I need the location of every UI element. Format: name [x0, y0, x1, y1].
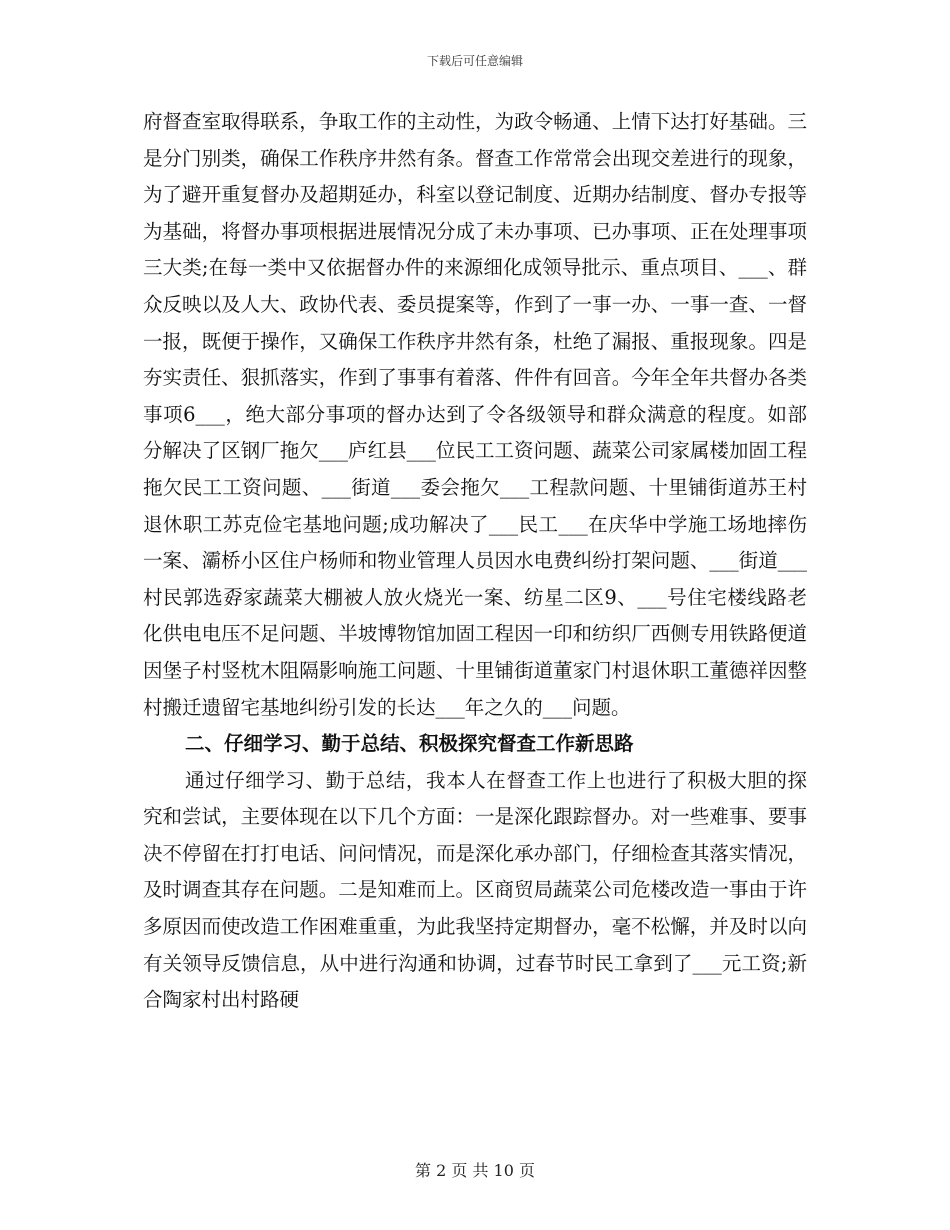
page-number-footer: 第 2 页 共 10 页 [415, 1161, 535, 1180]
page-header: 下载后可任意编辑 [426, 54, 523, 68]
body-paragraph-2: 通过仔细学习、勤于总结，我本人在督查工作上也进行了积极大胆的探究和尝试，主要体现在以下几个方面：一是深化跟踪督办。对一些难事、要事决不停留在打打电话、问问情况，而是深化承办部门，仔细检查其落实情况，及时调查其存在问题。二是知难而上。区商贸局蔬菜公司危楼改造一事由于许多原因而使改造工作困难重重，为此我坚持定期督办，毫不松懈，并及时以向有关领导反馈信息，从中进行沟通和协调，过春节时民工拿到了___元工资;新合陶家村出村路硬 [143, 768, 807, 1012]
document-body [143, 104, 807, 1019]
section-heading-2: 二、仔细学习、勤于总结、积极探究督查工作新思路 [185, 732, 634, 756]
body-paragraph-1: 府督查室取得联系，争取工作的主动性，为政令畅通、上情下达打好基础。三是分门别类，确保工作秩序井然有条。督查工作常常会出现交差进行的现象，为了避开重复督办及超期延办，科室以登记制度、近期办结制度、督办专报等为基础，将督办事项根据进展情况分成了未办事项、已办事项、正在处理事项三大类;在每一类中又依据督办件的来源细化成领导批示、重点项目、___、群众反映以及人大、政协代表、委员提案等，作到了一事一办、一事一查、一督一报，既便于操作，又确保工作秩序井然有条，杜绝了漏报、重报现象。四是夯实责任、狠抓落实，作到了事事有着落、件件有回音。今年全年共督办各类事项6___，绝大部分事项的督办达到了令各级领导和群众满意的程度。如部分解决了区钢厂拖欠___庐红县___位民工工资问题、蔬菜公司家属楼加固工程拖欠民工工资问题、___街道___委会拖欠___工程款问题、十里铺街道苏王村退休职工苏克俭宅基地问题;成功解决了___民工___在庆华中学施工场地摔伤一案、灞桥小区住户杨师和物业管理人员因水电费纠纷打架问题、___街道___村民郭选孬家蔬菜大棚被人放火烧光一案、纺星二区9、___号住宅楼线路老化供电电压不足问题、半坡博物馆加固工程因一印和纺织厂西侧专用铁路便道因堡子村竖枕木阻隔影响施工问题、十里铺街道董家门村退休职工董德祥因整村搬迁遗留宅基地纠纷引发的长达___年之久的___问题。 [143, 110, 807, 719]
